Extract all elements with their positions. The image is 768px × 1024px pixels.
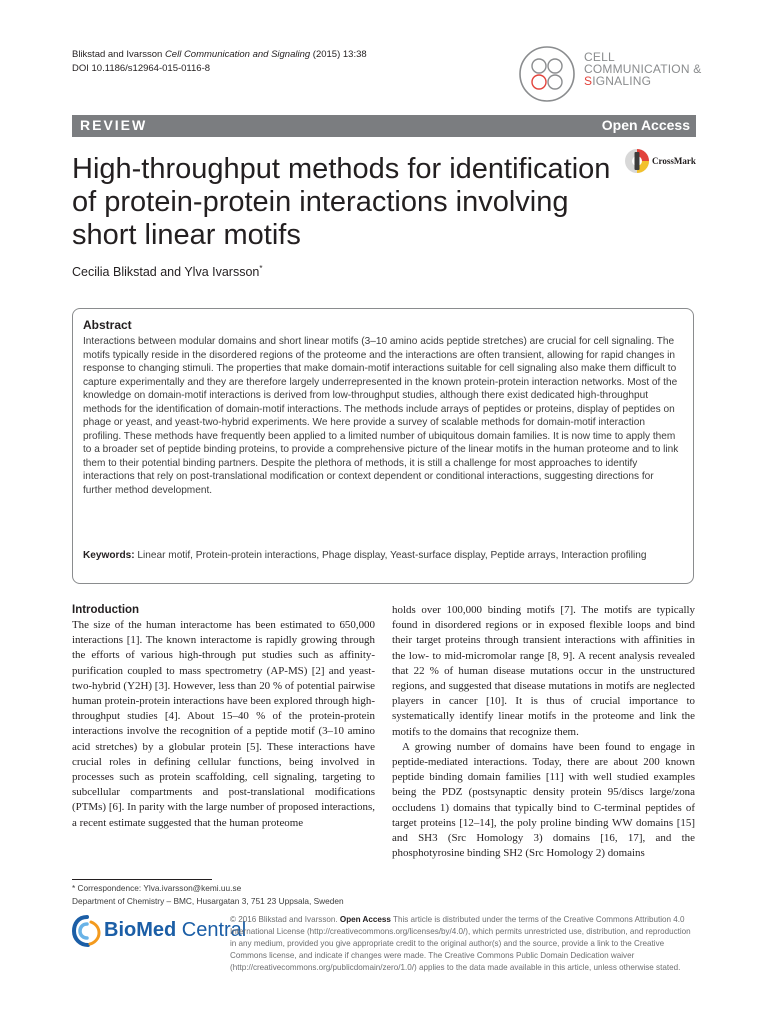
license-statement: © 2016 Blikstad and Ivarsson. Open Access This article is distributed under the terms of the Creative Commons Attribution 4.0 International License (http://creativecommons.org/licenses/by/4.0/), which permits unrestricted use, distribution, and reproduction in any medium, provided you give appropriate credit to the original author(s) and the source, provide a link to the Creative Commons license, and indicate if changes were made. The Creative Commons Public Domain Dedication waiver (http://creativecommons.org/publicdomain/zero/1.0/) applies to the data made available in this article, unless otherwise stated.: [230, 915, 691, 972]
corresponding-author-marker: *: [259, 264, 263, 273]
keywords: [83, 549, 683, 563]
publisher-name: BioMed Central: [104, 919, 247, 941]
body-paragraph: The size of the human interactome has been estimated to 650,000 interactions [1]. The known interactome is rapidly growing through the efforts of various high-through put studies such as affinity-purification coupled to mass spectrometry (AP-MS) [2] and yeast-two-hybrid (Y2H) [3]. However, less than 20 % of potential pairwise human protein-protein interactions have been explored through high-throughput studies [4]. About 15–40 % of the protein-protein interactions involve the recognition of a peptide motif (3–10 amino acid stretches) by a globular protein [5]. These interactions have crucial roles in defining cellular functions, being involved in processes such as protein scaffolding, cell signaling, targeting to subcellular compartments and post-translational modifications (PTMs) [6]. In parity with the large number of proposed interactions, a recent estimate suggested that the human proteome: [72, 619, 375, 829]
article-type-banner: [72, 115, 696, 137]
citation-authors: Blikstad and Ivarsson: [72, 49, 163, 60]
open-access-label: Open Access: [601, 117, 690, 133]
footnote-divider: [72, 879, 212, 880]
crossmark-label: CrossMark: [652, 156, 696, 166]
crossmark-badge[interactable]: [624, 148, 704, 176]
correspondence-note: * Correspondence: Ylva.ivarsson@kemi.uu.se: [72, 883, 242, 893]
citation-volume: (2015) 13:38: [312, 49, 367, 60]
section-heading-introduction: Introduction: [72, 604, 140, 616]
journal-logo-icon: [518, 45, 576, 103]
keywords-list: Linear motif, Protein-protein interactions, Phage display, Yeast-surface display, Peptide arrays, Interaction profiling: [137, 550, 647, 561]
license-open-access: Open Access: [339, 915, 391, 924]
abstract-text: Interactions between modular domains and short linear motifs (3–10 amino acids peptide stretches) are crucial for cell signaling. The motifs typically reside in the disordered regions of the proteome and the interactions are often transient, allowing for rapid changes in response to changing stimuli. The properties that make domain-motif interactions suitable for cell signaling also make them difficult to capture experimentally and they are therefore largely underrepresented in the known protein-protein interaction networks. Most of the knowledge on domain-motif interactions is derived from low-throughput studies, although there exist dedicated high-throughput methods for the identification of domain-motif interactions. The methods include arrays of peptides or proteins, display of peptides on phage or yeast, and yeast-two-hybrid experiments. We here provide a survey of scalable methods for domain-motif interaction profiling. These methods have frequently been applied to a limited number of ubiquitous domain families. It is now time to apply them to a broader set of peptide binding proteins, to provide a comprehensive picture of the linear motifs in the human proteome and to link them to their potential binding partners. Despite the plethora of methods, it is still a challenge for most approaches to identify interactions that rely on post-translational modification or context dependent or conditional interactions, suggesting directions for further method development.: [83, 336, 679, 497]
citation-journal: Cell Communication and Signaling: [164, 49, 311, 60]
citation: [72, 48, 367, 76]
publisher-logo: [72, 915, 247, 951]
article-title: High-throughput methods for identification of protein-protein interactions involving short linear motifs: [72, 153, 611, 251]
biomed-central-icon: [72, 915, 102, 947]
crossmark-icon: [624, 148, 650, 174]
journal-logo-text: CELL COMMUNICATION & SIGNALING: [584, 50, 702, 88]
author-list: [72, 264, 263, 279]
affiliation-note: Department of Chemistry – BMC, Husargatan 3, 751 23 Uppsala, Sweden: [72, 895, 344, 906]
body-column-right: [392, 603, 695, 861]
doi: DOI 10.1186/s12964-015-0116-8: [72, 63, 211, 74]
keywords-label: Keywords:: [83, 550, 135, 561]
body-paragraph: holds over 100,000 binding motifs [7]. The motifs are typically found in disordered regions or in exposed flexible loops and bind their target proteins through transient interactions with affinities in the low- to mid-micromolar range [8, 9]. A recent analysis revealed that 22 % of human disease mutations occur in the unstructured regions, and suggested that disease mutations in motifs are neglected players in cancer [10]. It is thus of crucial importance to systematically identify linear motifs in the proteome and link the motifs to the domains that recognize them.: [392, 604, 695, 738]
body-column-left: [72, 603, 375, 831]
footnotes: [72, 882, 344, 907]
body-paragraph: A growing number of domains have been found to engage in peptide-mediated interactions. Today, there are about 200 known peptide binding domain families [11] with well studied examples being the PDZ (postsynaptic density protein 95/discs large/zona occludens 1) domains that typically bind to C-terminal peptides of target proteins [12–14], the poly proline binding WW domains [15] and SH3 (Src Homology 3) domains [16, 17], and the phosphotyrosine binding SH2 (Src Homology 2) domains: [392, 740, 695, 860]
article-type-label: REVIEW: [80, 117, 148, 133]
abstract-box: [72, 308, 694, 584]
journal-logo: [518, 45, 718, 105]
author-names: Cecilia Blikstad and Ylva Ivarsson: [72, 265, 260, 280]
citation-line: [72, 48, 367, 62]
abstract-heading: Abstract: [83, 318, 132, 332]
